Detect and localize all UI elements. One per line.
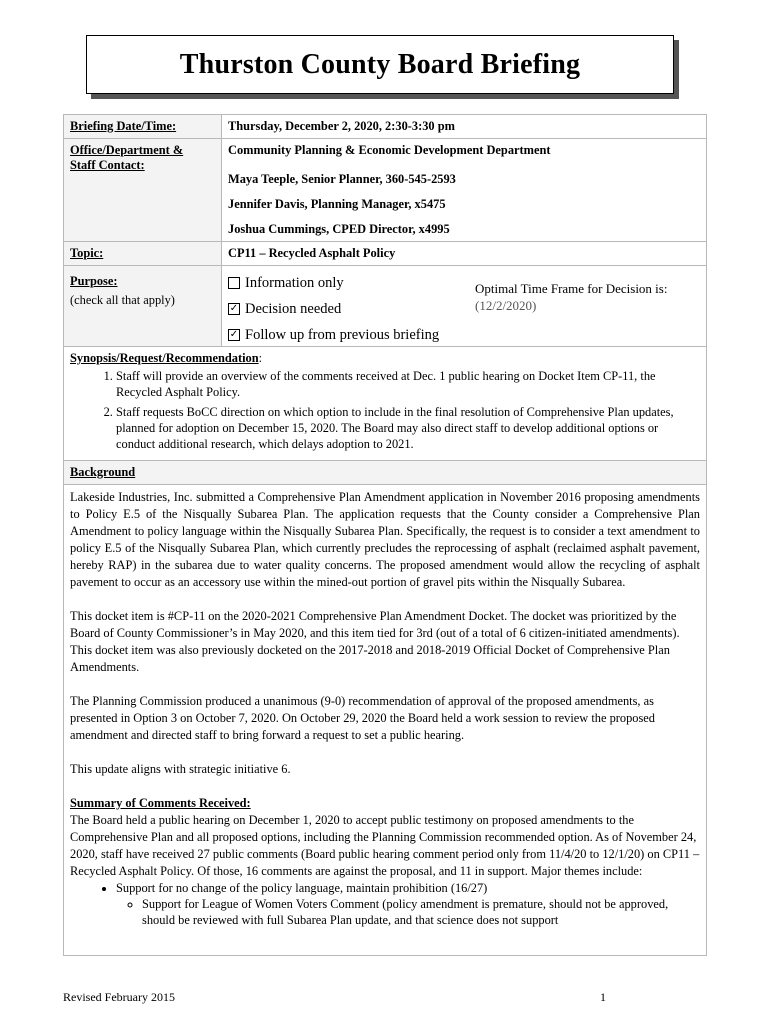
purpose-options xyxy=(222,266,706,346)
contact-2: Jennifer Davis, Planning Manager, x5475 xyxy=(228,197,446,211)
background-paragraph: The Planning Commission produced a unanimous (9-0) recommendation of approval of the proposed amendments, as presented in Option 3 on October 7, 2020. On October 29, 2020 the Board held a work session to review the proposed amendment and directed staff to bring forward a request to set a public hearing. xyxy=(70,694,655,742)
checkbox-unchecked-icon[interactable] xyxy=(228,277,240,289)
option-information-only[interactable]: Information only xyxy=(228,270,700,296)
footer-revised: Revised February 2015 xyxy=(63,990,175,1004)
summary-heading: Summary of Comments Received: xyxy=(70,796,251,810)
synopsis-list xyxy=(70,368,700,452)
synopsis-item: 1. Staff will provide an overview of the comments received at Dec. 1 public hearing on Docket Item CP-11, the Recycled Asphalt Policy. xyxy=(116,368,700,400)
date-label: Briefing Date/Time: xyxy=(64,115,222,138)
page-title: Thurston County Board Briefing xyxy=(179,48,581,80)
synopsis-item: 2. Staff requests BoCC direction on which option to include in the final resolution of Comprehensive Plan updates, planned for adoption on December 15, 2020. The Board may also direct staff to develop additional options or conduct additional research, which delays adoption to 2021. xyxy=(116,404,700,452)
synopsis-row xyxy=(64,346,706,460)
synopsis-heading: Synopsis/Request/Recommendation xyxy=(70,351,259,365)
page-number: 1 xyxy=(600,990,606,1004)
purpose-row xyxy=(64,265,706,346)
option-follow-up[interactable]: ✓ Follow up from previous briefing xyxy=(229,326,440,343)
purpose-label: Purpose: (check all that apply) xyxy=(64,266,222,346)
date-value: Thursday, December 2, 2020, 2:30-3:30 pm xyxy=(228,119,455,133)
theme-subitem: ◦ Support for League of Women Voters Comment (policy amendment is premature, should not be approved, should be reviewed with full Subarea Plan update, and that science does not support xyxy=(142,896,700,928)
briefing-form xyxy=(63,114,707,956)
contact-1: Maya Teeple, Senior Planner, 360-545-2593 xyxy=(228,172,456,186)
department: Community Planning & Economic Development Department xyxy=(228,143,551,157)
topic-label: Topic: xyxy=(64,242,222,265)
themes-list xyxy=(70,880,700,928)
timeframe-label: Optimal Time Frame for Decision is: xyxy=(475,281,668,296)
background-paragraph: Lakeside Industries, Inc. submitted a Comprehensive Plan Amendment application in November 2016 proposing amendments to Policy E.5 of the Nisqually Subarea Plan. The application requests that the County consider a Comprehensive Plan Amendment to policy language within the Nisqually Subarea Plan. Specifically, the request is to consider a text amendment to policy E.5 of the Nisqually Subarea Plan, which currently precludes the reprocessing of asphalt (reclaimed asphalt pavement, hereby RAP) in the subarea due to water quality concerns. The proposed amendment would allow the recycling of asphalt pavement to occur as an accessory use within the mined-out portion of gravel pits within the Nisqually Subarea. xyxy=(70,490,700,589)
option-decision-needed[interactable]: ✓ Decision needed xyxy=(229,300,342,317)
background-heading-cell xyxy=(64,461,706,484)
topic-row xyxy=(64,241,706,265)
checkbox-checked-icon[interactable]: ✓ xyxy=(229,303,239,314)
office-label: Office/Department & Staff Contact: xyxy=(64,139,222,241)
background-paragraph: This docket item is #CP-11 on the 2020-2021 Comprehensive Plan Amendment Docket. The docket was prioritized by the Board of County Commissioner’s in May 2020, and this item tied for 3rd (out of a total of 6 citizen-initiated amendments). This docket item was also previously docketed on the 2017-2018 and 2018-2019 Official Docket of Comprehensive Plan Amendments. xyxy=(70,609,680,674)
timeframe-value: (12/2/2020) xyxy=(475,298,537,313)
background-heading: Background xyxy=(70,465,136,479)
synopsis-section: Synopsis/Request/Recommendation: 1. Staff will provide an overview of the comments received at Dec. 1 public hearing on Docket Item CP-11, the Recycled Asphalt Policy. 2. Staff requests BoCC direction on which option to include in the final resolution of Comprehensive Plan updates, planned for adoption on December 15, 2020. The Board may also direct staff to develop additional options or conduct additional research, which delays adoption to 2021. xyxy=(64,347,706,460)
background-heading-row xyxy=(64,460,706,484)
checkbox-checked-icon[interactable]: ✓ xyxy=(229,329,239,340)
topic-value: CP11 – Recycled Asphalt Policy xyxy=(228,246,396,260)
date-row xyxy=(64,115,706,138)
background-paragraph: This update aligns with strategic initiative 6. xyxy=(70,762,291,776)
background-body-row xyxy=(64,484,706,955)
background-body xyxy=(64,485,706,955)
title-box xyxy=(86,35,674,94)
contact-3: Joshua Cummings, CPED Director, x4995 xyxy=(228,222,450,236)
office-value xyxy=(222,139,706,241)
summary-text: The Board held a public hearing on December 1, 2020 to accept public testimony on proposed amendments to the Comprehensive Plan and all proposed options, including the Planning Commission recommended option. As of November 24, 2020, staff have received 27 public comments (Board public hearing comment period only from 11/4/20 to 12/1/20) on CP11 – Recycled Asphalt Policy. Of those, 16 comments are against the proposal, and 11 in support. Major themes include: xyxy=(70,813,700,878)
timeframe xyxy=(475,280,667,314)
purpose-hint: (check all that apply) xyxy=(70,293,175,307)
theme-sublist xyxy=(116,896,700,928)
office-row xyxy=(64,138,706,241)
theme-item: • Support for no change of the policy language, maintain prohibition (16/27) ◦ Support for League of Women Voters Comment (policy amendment is premature, should not be approved, should be reviewed with full Subarea Plan update, and that science does not support xyxy=(116,880,700,928)
